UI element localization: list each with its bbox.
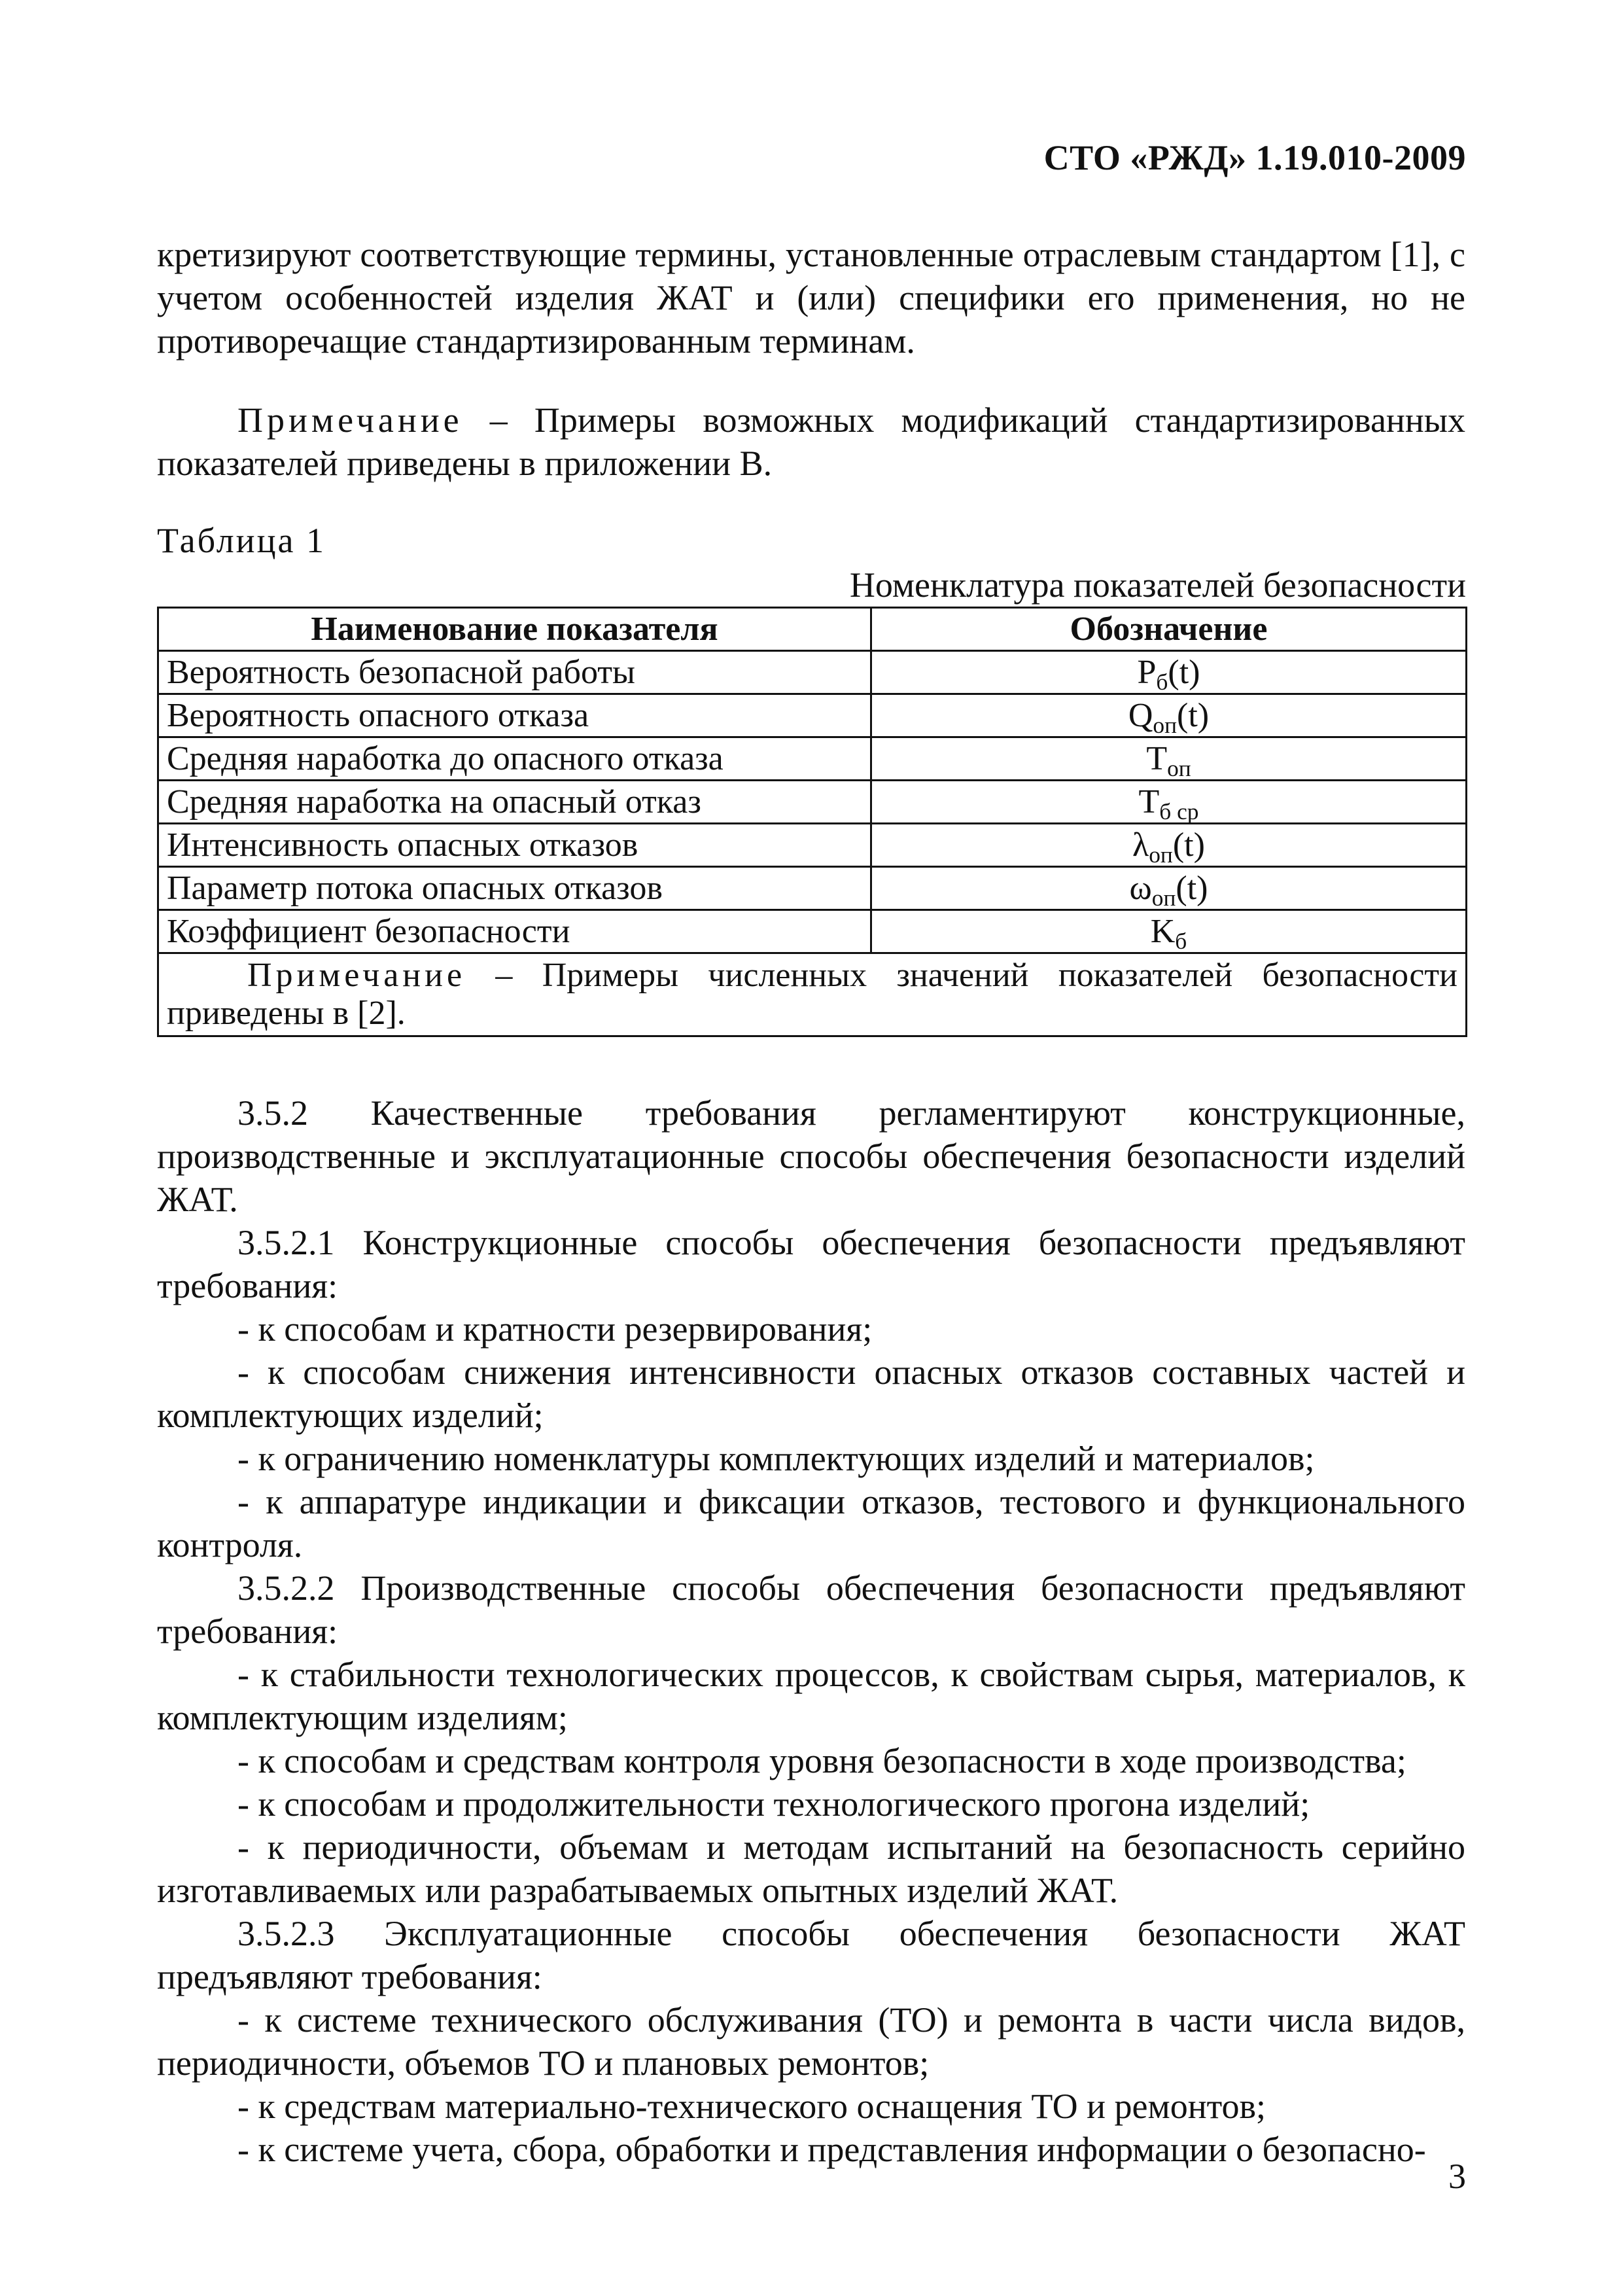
indicator-symbol: $Q_{оп}(t)$ <box>871 694 1467 737</box>
table-row <box>158 737 1467 781</box>
note-label: Примечание <box>237 400 463 440</box>
list-item: - к средствам материально-технического оснащения ТО и ремонтов; <box>237 2087 1266 2126</box>
note-text: – Примеры возможных модификаций стандартизированных показателей приведены в приложении В. <box>157 400 1465 483</box>
indicator-name: Вероятность безопасной работы <box>158 651 871 694</box>
list-item: - к способам и средствам контроля уровня безопасности в ходе производства; <box>237 1741 1406 1780</box>
table-row <box>158 867 1467 910</box>
table-note <box>158 953 1467 1036</box>
document-code-header: СТО «РЖД» 1.19.010-2009 <box>1043 138 1466 177</box>
intro-paragraph: кретизируют соответствующие термины, установленные отраслевым стандартом [1], с учетом особенностей изделия ЖАТ и (или) специфики его применения, но не противоречащие стандартизированным терминам. <box>157 235 1465 361</box>
table-note-text: – Примеры численных значений показателей безопасности приведены в [2]. <box>167 957 1457 1032</box>
indicator-symbol: $T_{б ср}$ <box>871 781 1467 824</box>
indicator-symbol: $\omega_{оп}(t)$ <box>871 867 1467 910</box>
indicator-name: Интенсивность опасных отказов <box>158 824 871 867</box>
list-item: - к аппаратуре индикации и фиксации отказов, тестового и функционального контроля. <box>157 1482 1465 1564</box>
table-header-row <box>158 608 1467 651</box>
list-item: - к стабильности технологических процессов, к свойствам сырья, материалов, к комплектующим изделиям; <box>157 1655 1465 1737</box>
table-row <box>158 910 1467 953</box>
table-row <box>158 781 1467 824</box>
indicator-symbol: $K_б$ <box>871 910 1467 953</box>
indicator-symbol: $P_б(t)$ <box>871 651 1467 694</box>
table-row <box>158 694 1467 737</box>
table-note-label: Примечание <box>247 957 466 994</box>
list-item: - к способам и кратности резервирования; <box>237 1309 873 1349</box>
note-paragraph <box>157 398 1465 485</box>
list-item: - к ограничению номенклатуры комплектующих изделий и материалов; <box>237 1439 1315 1478</box>
paragraph-3-5-2-3: 3.5.2.3 Эксплуатационные способы обеспечения безопасности ЖАТ предъявляют требования: <box>157 1914 1465 1996</box>
paragraph-3-5-2-1: 3.5.2.1 Конструкционные способы обеспечения безопасности предъявляют требования: <box>157 1223 1465 1305</box>
list-item: - к системе учета, сбора, обработки и представления информации о безопасно- <box>237 2130 1426 2169</box>
table-caption: Номенклатура показателей безопасности <box>849 565 1466 605</box>
table-note-row <box>158 953 1467 1036</box>
column-header-name: Наименование показателя <box>158 608 871 651</box>
indicator-name: Средняя наработка на опасный отказ <box>158 781 871 824</box>
safety-indicators-table <box>157 607 1467 1037</box>
list-item: - к способам снижения интенсивности опасных отказов составных частей и комплектующих изделий; <box>157 1352 1465 1435</box>
page-number: 3 <box>1448 2157 1466 2196</box>
table-row <box>158 651 1467 694</box>
indicator-symbol: $T_{оп}$ <box>871 737 1467 781</box>
section-3-5-2 <box>157 1091 1465 2171</box>
list-item: - к способам и продолжительности технологического прогона изделий; <box>237 1784 1310 1824</box>
indicator-name: Коэффициент безопасности <box>158 910 871 953</box>
indicator-name: Вероятность опасного отказа <box>158 694 871 737</box>
indicator-symbol: $\lambda_{оп}(t)$ <box>871 824 1467 867</box>
list-item: - к системе технического обслуживания (ТО) и ремонта в части числа видов, периодичности, объемов ТО и плановых ремонтов; <box>157 2000 1465 2083</box>
table-row <box>158 824 1467 867</box>
indicator-name: Средняя наработка до опасного отказа <box>158 737 871 781</box>
paragraph-3-5-2: 3.5.2 Качественные требования регламентируют конструкционные, производственные и эксплуатационные способы обеспечения безопасности изделий ЖАТ. <box>157 1093 1465 1219</box>
paragraph-3-5-2-2: 3.5.2.2 Производственные способы обеспечения безопасности предъявляют требования: <box>157 1568 1465 1651</box>
table-label: Таблица 1 <box>157 521 326 560</box>
indicator-name: Параметр потока опасных отказов <box>158 867 871 910</box>
list-item: - к периодичности, объемам и методам испытаний на безопасность серийно изготавливаемых или разрабатываемых опытных изделий ЖАТ. <box>157 1828 1465 1910</box>
column-header-symbol: Обозначение <box>871 608 1467 651</box>
